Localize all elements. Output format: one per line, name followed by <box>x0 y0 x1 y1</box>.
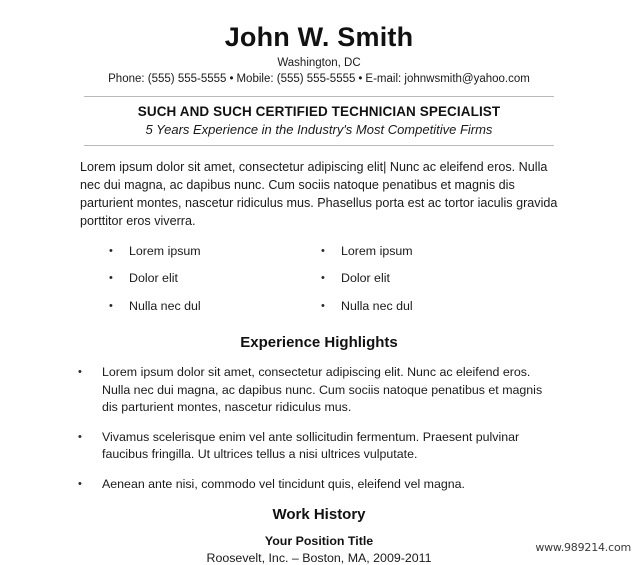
list-item-label: Lorem ipsum <box>129 243 201 258</box>
list-item <box>321 243 516 260</box>
bullet-icon: • <box>109 272 113 285</box>
work-position-title: Your Position Title <box>264 533 374 548</box>
bullet-icon: • <box>321 244 325 257</box>
contact-separator-1: • <box>229 73 234 86</box>
bullet-icon: • <box>78 430 82 443</box>
work-company-line: Roosevelt, Inc. – Boston, MA, 2009-2011 <box>206 550 432 565</box>
summary-text-before-caret: Lorem ipsum dolor sit amet, consectetur adipiscing elit <box>80 160 384 175</box>
list-item <box>78 476 560 494</box>
bullet-icon: • <box>78 366 82 379</box>
experience-highlights-heading: Experience Highlights <box>240 334 398 352</box>
job-title: SUCH AND SUCH CERTIFIED TECHNICIAN SPECIALIST <box>137 104 501 120</box>
list-item-label: Lorem ipsum dolor sit amet, consectetur adipiscing elit. Nunc ac eleifend eros. Nulla nec dui magna, ac dapibus nunc. Cum sociis natoque penatibus et magnis dis parturient montes, nascetur ridiculus mus. <box>102 365 543 415</box>
contact-separator-2: • <box>358 73 363 86</box>
list-item-label: Aenean ante nisi, commodo vel tincidunt quis, eleifend vel magna. <box>102 477 465 492</box>
divider-bottom <box>84 145 554 146</box>
bullet-icon: • <box>321 272 325 285</box>
list-item-label: Lorem ipsum <box>341 243 413 258</box>
contact-email: E-mail: johnwsmith@yahoo.com <box>365 73 530 86</box>
bullet-icon: • <box>321 299 325 312</box>
bullet-icon: • <box>78 478 82 491</box>
list-item-label: Dolor elit <box>341 271 390 286</box>
skills-column-left <box>109 243 304 326</box>
list-item-label: Nulla nec dul <box>341 298 413 313</box>
job-subtitle: 5 Years Experience in the Industry's Most Competitive Firms <box>145 122 493 138</box>
list-item <box>78 429 560 464</box>
skills-two-column-list <box>109 243 529 326</box>
list-item <box>321 270 516 287</box>
text-caret: | <box>383 160 387 175</box>
list-item <box>109 243 304 260</box>
watermark: www.989214.com <box>535 541 631 554</box>
contact-phone: Phone: (555) 555-5555 <box>108 73 227 86</box>
bullet-icon: • <box>109 244 113 257</box>
contact-line <box>0 73 638 85</box>
list-item-label: Nulla nec dul <box>129 298 201 313</box>
professional-title-block <box>0 97 638 137</box>
list-item-label: Dolor elit <box>129 271 178 286</box>
candidate-name: John W. Smith <box>224 22 414 52</box>
experience-highlights-list <box>78 364 560 494</box>
bullet-icon: • <box>109 299 113 312</box>
summary-text-after-caret: Nunc ac eleifend eros. Nulla nec dui magna, ac dapibus nunc. Cum sociis natoque penatibus et magnis dis parturient montes, nascetur ridiculus mus. Phasellus porta est ac tortor iaculis gravida porttitor eros viverra. <box>80 160 558 228</box>
skills-column-right <box>321 243 516 326</box>
list-item-label: Vivamus scelerisque enim vel ante sollicitudin fermentum. Praesent pulvinar faucibus fringilla. Ut ultrices tellus a nisi ultrices vulputate. <box>102 429 520 462</box>
contact-mobile: Mobile: (555) 555-5555 <box>236 73 356 86</box>
list-item <box>321 298 516 315</box>
list-item <box>78 364 560 417</box>
candidate-location: Washington, DC <box>277 57 361 70</box>
work-history-heading: Work History <box>272 505 366 523</box>
list-item <box>109 270 304 287</box>
summary-paragraph[interactable] <box>80 159 558 231</box>
resume-header <box>0 0 638 85</box>
list-item <box>109 298 304 315</box>
